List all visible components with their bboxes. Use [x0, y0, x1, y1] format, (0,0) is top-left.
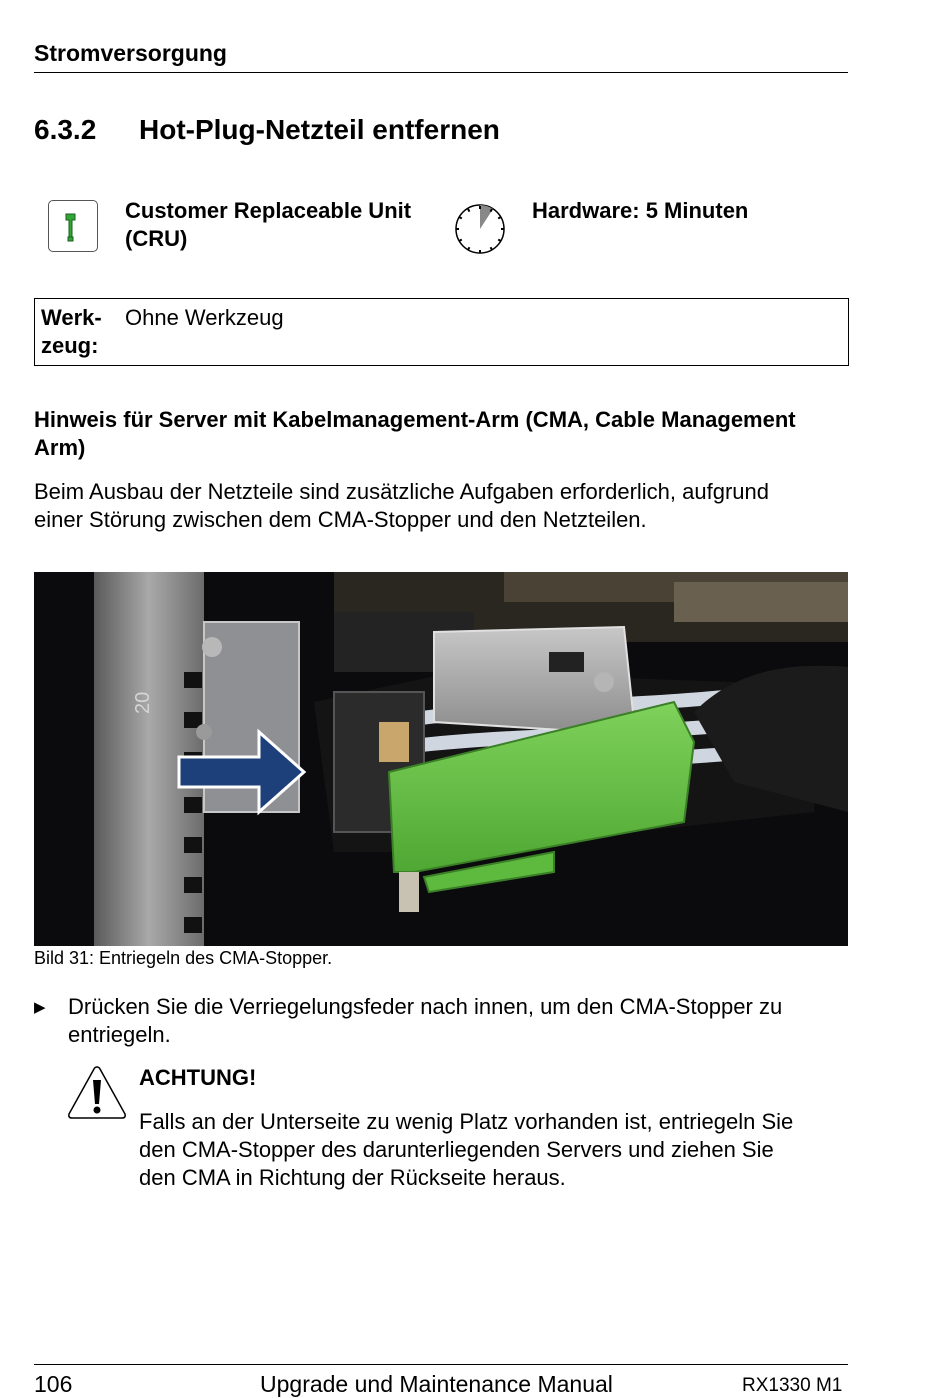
figure-caption: Bild 31: Entriegeln des CMA-Stopper.	[34, 948, 333, 968]
note-heading	[34, 406, 854, 462]
warning-line-1: Falls an der Unterseite zu wenig Platz vorhanden ist, entriegeln Sie	[139, 1109, 794, 1134]
cru-label	[125, 197, 411, 253]
hardware-time: Hardware: 5 Minuten	[532, 198, 749, 223]
warning-line-2: den CMA-Stopper des darunterliegenden Servers und ziehen Sie	[139, 1137, 774, 1162]
note-paragraph-line-1: Beim Ausbau der Netzteile sind zusätzliche Aufgaben erforderlich, aufgrund	[34, 479, 769, 504]
footer-divider	[34, 1364, 848, 1365]
step-instruction	[68, 993, 858, 1049]
tools-value: Ohne Werkzeug	[125, 305, 284, 330]
tools-label	[41, 304, 102, 360]
wrench-icon	[48, 200, 98, 252]
tools-label-line-2: zeug:	[41, 333, 99, 358]
warning-line-3: den CMA in Richtung der Rückseite heraus.	[139, 1165, 566, 1190]
running-header: Stromversorgung	[34, 40, 227, 66]
page-number: 106	[34, 1371, 73, 1397]
tools-label-line-1: Werk-	[41, 305, 102, 330]
step-line-1: Drücken Sie die Verriegelungsfeder nach innen, um den CMA-Stopper zu	[68, 994, 783, 1019]
note-paragraph-line-2: einer Störung zwischen dem CMA-Stopper und den Netzteilen.	[34, 507, 647, 532]
warning-triangle-icon	[66, 1064, 128, 1122]
clock-icon	[452, 199, 508, 255]
manual-title: Upgrade und Maintenance Manual	[260, 1371, 613, 1397]
warning-title: ACHTUNG!	[139, 1065, 257, 1090]
rack-unit-label: 20	[132, 691, 154, 714]
cru-line-1: Customer Replaceable Unit	[125, 198, 412, 223]
section-number: 6.3.2	[34, 114, 97, 145]
note-heading-line-2: Arm)	[34, 435, 86, 460]
warning-text	[139, 1108, 859, 1192]
section-title: Hot-Plug-Netzteil entfernen	[139, 114, 500, 145]
note-paragraph	[34, 478, 854, 534]
bullet-triangle-icon: ▶	[34, 999, 46, 1016]
figure-photo-cma-stopper	[34, 572, 848, 946]
note-heading-line-1: Hinweis für Server mit Kabelmanagement-Arm (CMA, Cable Management	[34, 407, 796, 432]
model-name: RX1330 M1	[742, 1375, 843, 1396]
header-divider	[34, 72, 848, 73]
cru-line-2: (CRU)	[125, 226, 188, 251]
step-line-2: entriegeln.	[68, 1022, 171, 1047]
